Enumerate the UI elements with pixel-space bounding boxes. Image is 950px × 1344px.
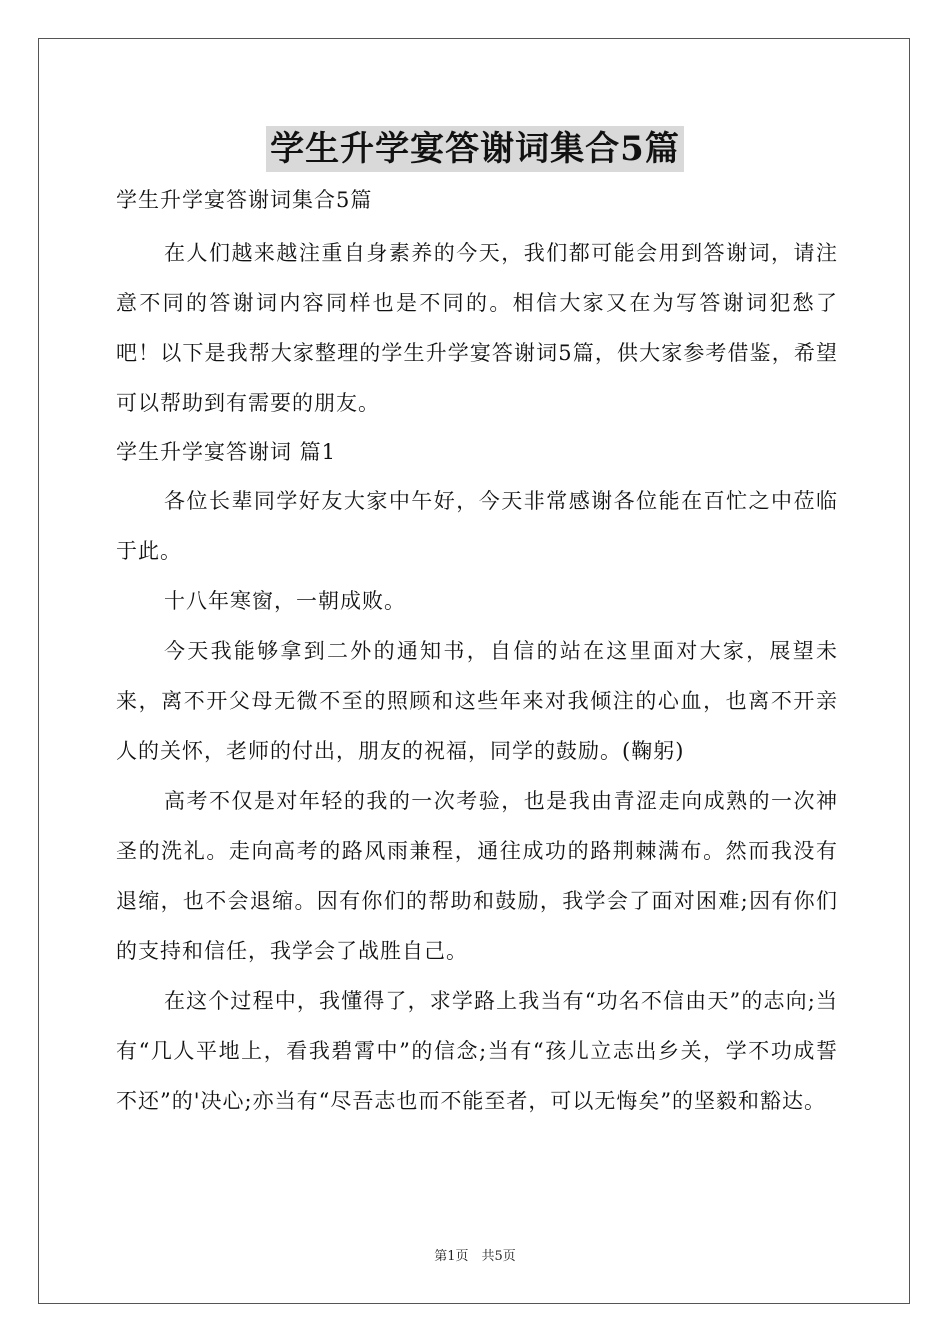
body-paragraph-2: 十八年寒窗，一朝成败。 [164,589,406,613]
section-heading-1: 学生升学宴答谢词 篇1 [116,440,337,464]
page-number: 第1页 共5页 [434,1249,516,1264]
intro-paragraph: 在人们越来越注重自身素养的今天，我们都可能会用到答谢词，请注意不同的答谢词内容同样也是不同的。相信大家又在为写答谢词犯愁了吧！以下是我帮大家整理的学生升学宴答谢词5篇，供大家参考借鉴，希望可以帮助到有需要的朋友。 [116,241,838,415]
document-subtitle: 学生升学宴答谢词集合5篇 [116,188,373,212]
body-paragraph-4: 高考不仅是对年轻的我的一次考验，也是我由青涩走向成熟的一次神圣的洗礼。走向高考的路风雨兼程，通往成功的路荆棘满布。然而我没有退缩，也不会退缩。因有你们的帮助和鼓励，我学会了面对困难;因有你们的支持和信任，我学会了战胜自己。 [116,789,838,963]
body-paragraph-1: 各位长辈同学好友大家中午好，今天非常感谢各位能在百忙之中莅临于此。 [116,489,838,563]
body-paragraph-3: 今天我能够拿到二外的通知书，自信的站在这里面对大家，展望未来，离不开父母无微不至的照顾和这些年来对我倾注的心血，也离不开亲人的关怀，老师的付出，朋友的祝福，同学的鼓励。(鞠躬) [116,639,838,763]
body-paragraph-5: 在这个过程中，我懂得了，求学路上我当有“功名不信由天”的志向;当有“几人平地上，看我碧霄中”的信念;当有“孩儿立志出乡关，学不功成誓不还”的'决心;亦当有“尽吾志也而不能至者，可以无悔矣”的坚毅和豁达。 [116,989,838,1113]
document-body [116,178,838,1126]
page-footer [0,1245,950,1264]
title-area [0,126,950,172]
document-title: 学生升学宴答谢词集合5篇 [266,126,684,172]
